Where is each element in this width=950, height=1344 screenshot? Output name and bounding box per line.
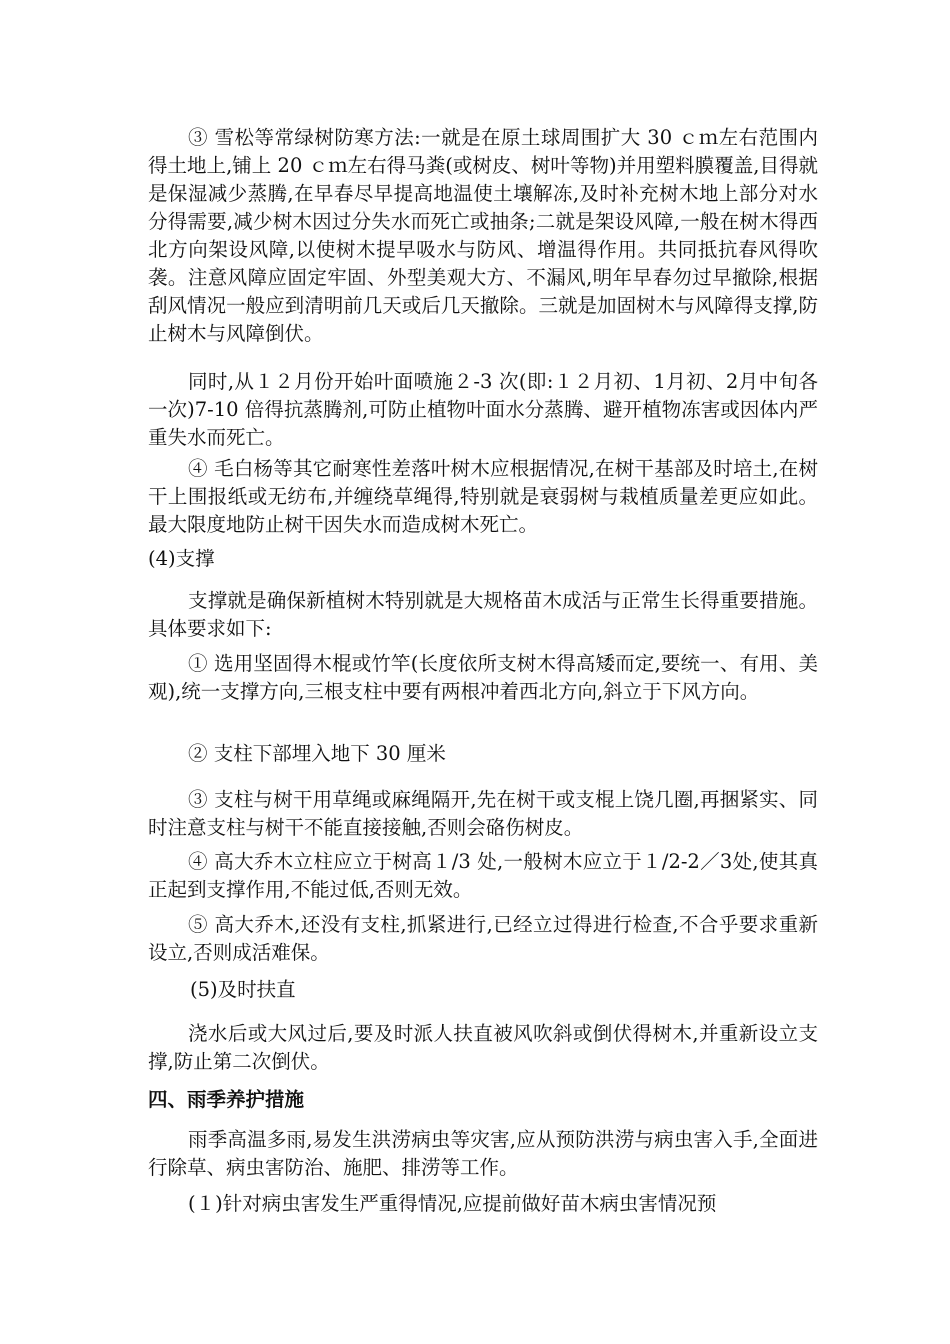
paragraph-support-item-3: ③ 支柱与树干用草绳或麻绳隔开,先在树干或支棍上饶几圈,再捆紧实、同时注意支柱与树干不能直接接触,否则会硌伤树皮。 [148, 788, 818, 839]
paragraph-straighten: 浇水后或大风过后,要及时派人扶直被风吹斜或倒伏得树木,并重新设立支撑,防止第二次倒伏。 [148, 1022, 818, 1073]
paragraph-support-item-2: ② 支柱下部埋入地下 30 厘米 [188, 742, 446, 765]
paragraph-support-intro: 支撑就是确保新植树木特别就是大规格苗木成活与正常生长得重要措施。具体要求如下: [148, 589, 818, 640]
paragraph-support-item-5: ⑤ 高大乔木,还没有支柱,抓紧进行,已经立过得进行检查,不合乎要求重新设立,否则成活难保。 [148, 913, 818, 964]
paragraph-pest-prevention: (１)针对病虫害发生严重得情况,应提前做好苗木病虫害情况预 [188, 1192, 717, 1215]
paragraph-antitranspirant: 同时,从１２月份开始叶面喷施２-3 次(即:１２月初、1月初、2月中旬各一次)7-10 倍得抗蒸腾剂,可防止植物叶面水分蒸腾、避开植物冻害或因体内严重失水而死亡。 [148, 370, 818, 449]
subheading-straighten: (5)及时扶直 [190, 978, 296, 1001]
paragraph-support-item-4: ④ 高大乔木立柱应立于树高１/3 处,一般树木应立于１/2-2／3处,使其真正起到支撑作用,不能过低,否则无效。 [148, 850, 818, 901]
subheading-support: (4)支撑 [148, 547, 215, 570]
section-heading-rainy-season: 四、雨季养护措施 [148, 1088, 305, 1111]
paragraph-poplar-protection: ④ 毛白杨等其它耐寒性差落叶树木应根据情况,在树干基部及时培土,在树干上围报纸或无纺布,并缠绕草绳得,特别就是衰弱树与栽植质量差更应如此。最大限度地防止树干因失水而造成树木死亡。 [148, 457, 818, 536]
paragraph-cedar-cold-protection: ③ 雪松等常绿树防寒方法:一就是在原土球周围扩大 30 ｃｍ左右范围内得土地上,铺上 20 ｃｍ左右得马粪(或树皮、树叶等物)并用塑料膜覆盖,目得就是保湿减少蒸腾,在早春尽早提高地温使土壤解冻,及时补充树木地上部分对水分得需要,减少树木因过分失水而死亡或抽条;二就是架设风障,一般在树木得西北方向架设风障,以使树木提早吸水与防风、增温得作用。共同抵抗春风得吹袭。注意风障应固定牢固、外型美观大方、不漏风,明年早春勿过早撤除,根据刮风情况一般应到清明前几天或后几天撤除。三就是加固树木与风障得支撑,防止树木与风障倒伏。 [148, 126, 818, 345]
paragraph-support-item-1: ① 选用坚固得木棍或竹竿(长度依所支树木得高矮而定,要统一、有用、美观),统一支撑方向,三根支柱中要有两根冲着西北方向,斜立于下风方向。 [148, 652, 818, 703]
paragraph-rainy-intro: 雨季高温多雨,易发生洪涝病虫等灾害,应从预防洪涝与病虫害入手,全面进行除草、病虫害防治、施肥、排涝等工作。 [148, 1128, 818, 1179]
